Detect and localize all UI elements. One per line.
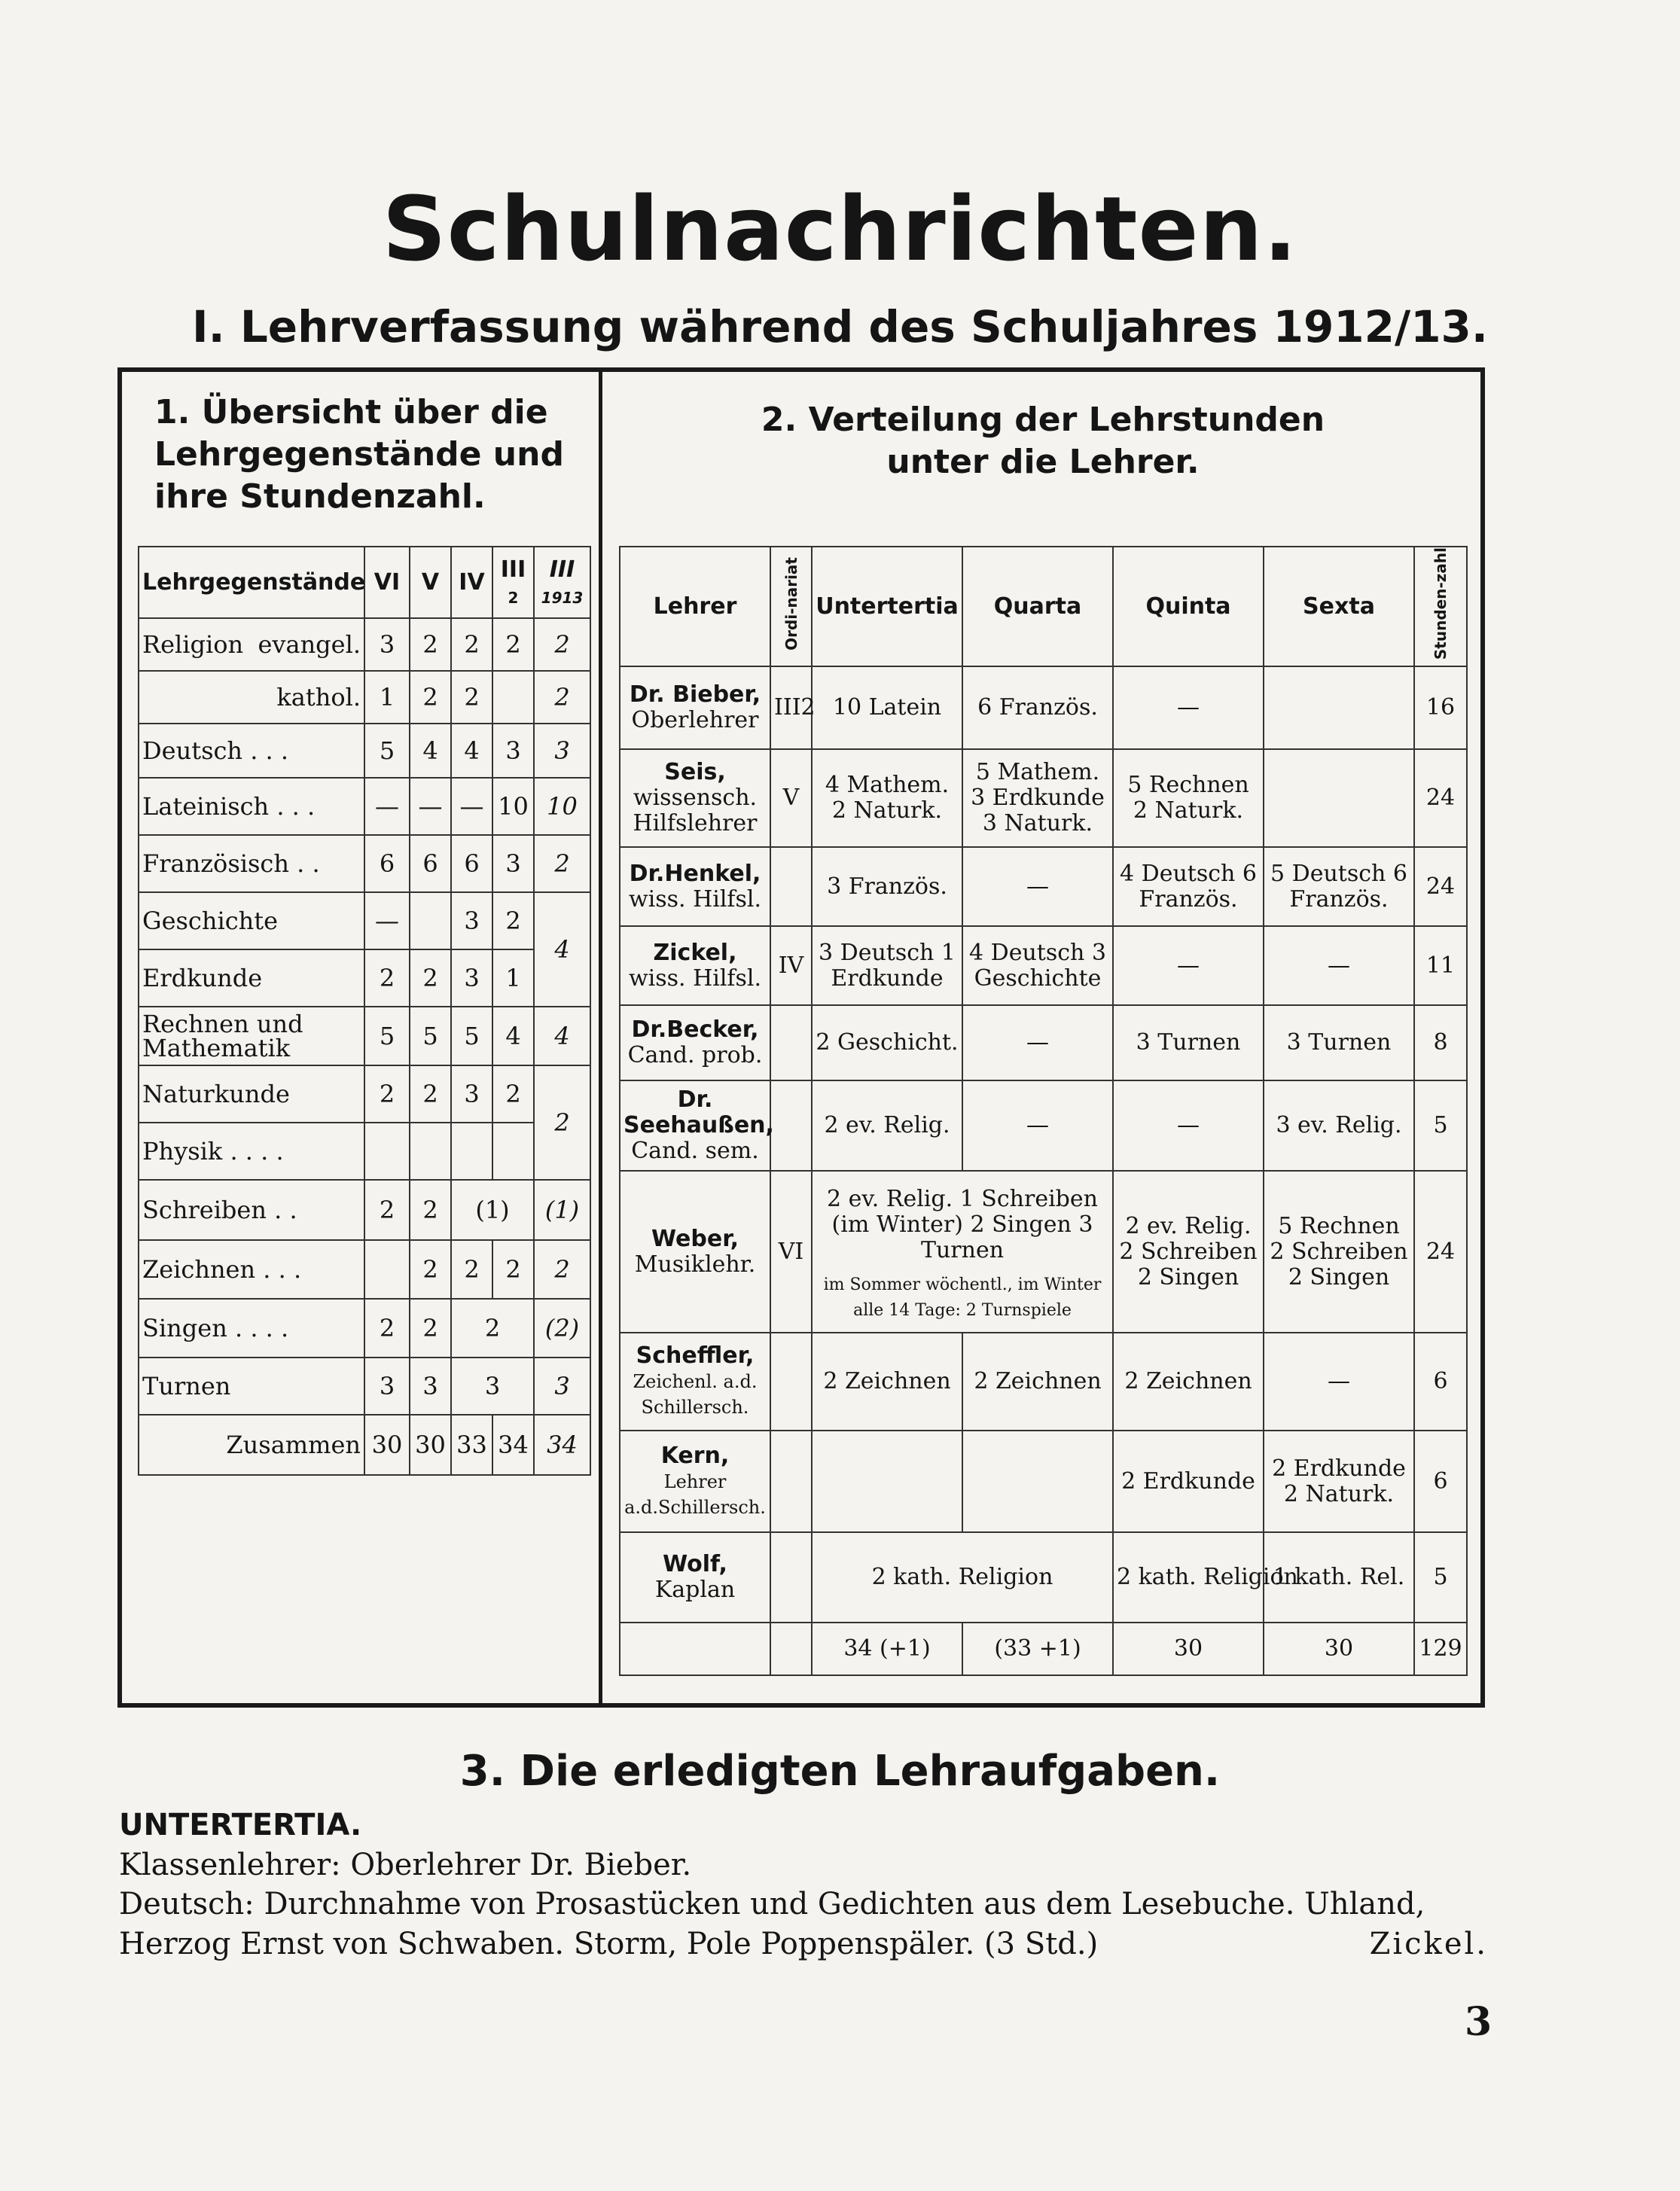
value-cell: 2 [410,949,451,1007]
teacher-title: wiss. Hilfsl. [628,885,762,913]
value-cell [410,892,451,949]
lesson-cell: 3 Turnen [1113,1005,1264,1080]
teacher-cell [620,847,770,926]
table-row [139,1240,590,1299]
value-cell: 34 [534,1415,590,1475]
ordinariat-cell [770,1431,812,1532]
value-cell: 2 [492,1240,534,1299]
frame-divider [599,367,602,1708]
subject-label: Singen . . . . [139,1299,364,1358]
lesson-cell: 2 kath. Religion [1113,1532,1264,1623]
lesson-cell: 3 Französ. [812,847,962,926]
teacher-cell [620,1333,770,1431]
lesson-cell: 4 Deutsch 3 Geschichte [962,926,1113,1005]
lesson-cell: 6 Französ. [962,666,1113,749]
teacher-name: Seis, [664,759,726,786]
value-cell: 34 [492,1415,534,1475]
german-line-2 [119,1922,1488,1966]
section1-heading-line: Lehrgegenstände und [154,435,564,474]
value-cell [364,1240,410,1299]
lesson-cell [1264,749,1414,847]
teacher-title: Kaplan [654,1577,736,1604]
subject-label: Geschichte [139,892,364,949]
value-cell: 30 [364,1415,410,1475]
value-cell: 2 [410,671,451,724]
teacher-title: Cand. sem. [631,1138,759,1165]
value-cell: — [364,778,410,835]
table-row [620,926,1467,1005]
value-cell: 10 [534,778,590,835]
table-row [139,778,590,835]
col-iii1 [534,547,590,618]
value-cell: 2 [451,1299,534,1358]
lesson-cell: 2 kath. Religion [812,1532,1113,1623]
col-ordinariat-label: Ordi-nariat [782,556,800,651]
value-cell: 4 [534,892,590,1007]
total-cell: (33 +1) [962,1623,1113,1675]
teacher-title: Oberlehrer [631,707,759,734]
value-cell: 4 [534,1007,590,1065]
subject-label: Deutsch . . . [139,724,364,778]
col-iii1-year: 1913 [541,588,584,607]
subject-cell [139,671,364,724]
table-row [620,1333,1467,1431]
value-cell: 2 [364,949,410,1007]
value-cell: 2 [492,618,534,671]
page-title: Schulnachrichten. [382,177,1298,281]
section3-heading: 3. Die erledigten Lehraufgaben. [459,1747,1221,1796]
value-cell: 2 [451,618,492,671]
value-cell: 3 [364,618,410,671]
subject-label: Turnen [139,1358,364,1415]
ordinariat-cell [770,1532,812,1623]
total-cell: 30 [1113,1623,1264,1675]
table-row [139,835,590,892]
teacher-cell [620,1005,770,1080]
teacher-name: Weber, [651,1225,739,1252]
section1-heading-line: ihre Stundenzahl. [154,477,486,516]
lesson-cell: — [962,1080,1113,1171]
teacher-cell [620,926,770,1005]
lesson-cell: 2 Geschicht. [812,1005,962,1080]
lesson-cell: 2 Zeichnen [962,1333,1113,1431]
value-cell: 3 [451,949,492,1007]
subject-label: Religion [142,630,244,659]
subject-label: Physik . . . . [139,1123,364,1180]
value-cell: 6 [451,835,492,892]
value-cell: 2 [492,1065,534,1123]
value-cell: 3 [492,835,534,892]
teacher-name: Kern, [660,1442,730,1469]
lesson-cell [1264,666,1414,749]
lesson-cell: 3 ev. Relig. [1264,1080,1414,1171]
lesson-text: 2 ev. Relig. 1 Schreiben (im Winter) 2 Singen 3 Turnen [827,1186,1098,1264]
col-subject: Lehrgegenstände [139,547,364,618]
lesson-cell: 3 Deutsch 1 Erdkunde [812,926,962,1005]
teachers-table [619,546,1468,1676]
value-cell: 2 [410,1299,451,1358]
col-vi: VI [364,547,410,618]
lesson-cell: — [962,1005,1113,1080]
teacher-title: Musiklehr. [634,1251,756,1278]
value-cell: 2 [410,1180,451,1240]
ordinariat-cell: V [770,749,812,847]
teacher-name: Dr. Bieber, [629,681,761,708]
teacher-title: Lehrer a.d.Schillersch. [624,1470,766,1518]
teacher-title: Cand. prob. [627,1042,763,1069]
col-iii-label: III [500,556,526,583]
col-untertertia: Untertertia [812,547,962,666]
lesson-cell [812,1171,1113,1333]
lesson-cell: 5 Deutsch 6 Französ. [1264,847,1414,926]
page-subtitle: I. Lehrverfassung während des Schuljahres 1912/13. [192,301,1488,352]
lesson-cell: 5 Mathem. 3 Erdkunde 3 Naturk. [962,749,1113,847]
teacher-title: Zeichenl. a.d. Schillersch. [633,1371,758,1419]
teacher-name: Dr.Henkel, [629,860,761,887]
subjects-table [138,546,591,1476]
col-lehrer: Lehrer [620,547,770,666]
value-cell: — [364,892,410,949]
ordinariat-cell [770,847,812,926]
teacher-cell [620,1532,770,1623]
value-cell: 2 [534,618,590,671]
lesson-cell: 2 Erdkunde 2 Naturk. [1264,1431,1414,1532]
section1-heading [154,392,564,518]
section2-heading-line: unter die Lehrer. [886,443,1200,481]
value-cell: 2 [534,1065,590,1180]
table-row [139,1065,590,1123]
col-iii [492,547,534,618]
subject-label: Französisch . . [139,835,364,892]
table-row [139,1358,590,1415]
subject-label: Erdkunde [139,949,364,1007]
value-cell: — [451,778,492,835]
value-cell: 3 [451,892,492,949]
lesson-cell: 1 kath. Rel. [1264,1532,1414,1623]
teacher-name: Wolf, [663,1551,727,1578]
table-row [620,1431,1467,1532]
lesson-cell: 2 Erdkunde [1113,1431,1264,1532]
value-cell: 5 [451,1007,492,1065]
value-cell: 2 [364,1299,410,1358]
hours-cell: 5 [1414,1532,1467,1623]
lesson-cell: — [1264,926,1414,1005]
german-line-1: Deutsch: Durchnahme von Prosastücken und Gedichten aus dem Lesebuche. Uhland, [119,1887,1425,1921]
table-row [620,1171,1467,1333]
class-teacher: Klassenlehrer: Oberlehrer Dr. Bieber. [119,1848,692,1882]
col-quinta: Quinta [1113,547,1264,666]
class-heading: UNTERTERTIA. [119,1808,362,1842]
col-iv: IV [451,547,492,618]
signature: Zickel. [1369,1927,1488,1961]
value-cell [410,1123,451,1180]
summer-note: im Sommer wöchentl., im Winter alle 14 Tage: 2 Turnspiele [823,1275,1102,1321]
lesson-cell: 4 Deutsch 6 Französ. [1113,847,1264,926]
teacher-cell [620,666,770,749]
teacher-cell [620,1171,770,1333]
value-cell: (2) [534,1299,590,1358]
ordinariat-cell: IV [770,926,812,1005]
lesson-cell: — [1113,1080,1264,1171]
value-cell: (1) [534,1180,590,1240]
section1-heading-line: 1. Übersicht über die [154,393,548,431]
table-row-total [620,1623,1467,1675]
teacher-cell [620,1431,770,1532]
value-cell: (1) [451,1180,534,1240]
table-row [139,724,590,778]
hours-cell: 24 [1414,847,1467,926]
hours-cell: 6 [1414,1431,1467,1532]
teacher-name: Dr. Seehaußen, [624,1086,774,1139]
ordinariat-cell [770,1333,812,1431]
table-row [620,847,1467,926]
lesson-cell: — [1113,926,1264,1005]
value-cell: 1 [364,671,410,724]
value-cell: 2 [364,1180,410,1240]
table-row [620,1080,1467,1171]
german-line-2-text: Herzog Ernst von Schwaben. Storm, Pole Poppenspäler. (3 Std.) [119,1927,1099,1961]
col-iii-sub: 2 [508,588,519,607]
value-cell [492,1123,534,1180]
value-cell: 5 [364,724,410,778]
lesson-cell: 2 Zeichnen [1113,1333,1264,1431]
subject-label: Lateinisch . . . [139,778,364,835]
value-cell: 2 [410,618,451,671]
value-cell: 3 [451,1358,534,1415]
value-cell: 4 [451,724,492,778]
value-cell: 3 [534,1358,590,1415]
hours-cell: 5 [1414,1080,1467,1171]
table-row [139,1180,590,1240]
lesson-cell: — [962,847,1113,926]
value-cell: 4 [492,1007,534,1065]
hours-cell: 24 [1414,1171,1467,1333]
table-row [620,749,1467,847]
subject-label: Schreiben . . [139,1180,364,1240]
value-cell: 3 [410,1358,451,1415]
col-v: V [410,547,451,618]
table-row-total [139,1415,590,1475]
value-cell: 2 [451,671,492,724]
lesson-cell: 2 ev. Relig. [812,1080,962,1171]
table-row [620,1005,1467,1080]
table-row [620,666,1467,749]
teacher-cell [620,749,770,847]
value-cell: 2 [364,1065,410,1123]
total-label: Zusammen [139,1415,364,1475]
hours-cell: 6 [1414,1333,1467,1431]
value-cell: 10 [492,778,534,835]
section2-heading-line: 2. Verteilung der Lehrstunden [761,401,1325,439]
lesson-cell: — [1264,1333,1414,1431]
ordinariat-cell [770,1005,812,1080]
value-cell: 3 [534,724,590,778]
subject-label: Naturkunde [139,1065,364,1123]
value-cell: 6 [364,835,410,892]
col-iii1-label: III [549,556,575,583]
value-cell [364,1123,410,1180]
total-cell: 129 [1414,1623,1467,1675]
value-cell [451,1123,492,1180]
empty-cell [620,1623,770,1675]
lesson-cell: — [1113,666,1264,749]
lesson-cell: 5 Rechnen 2 Schreiben 2 Singen [1264,1171,1414,1333]
col-stundenzahl-label: Stunden-zahl [1432,547,1450,660]
value-cell: 5 [410,1007,451,1065]
value-cell: 5 [364,1007,410,1065]
value-cell: 4 [410,724,451,778]
lesson-cell: 2 Zeichnen [812,1333,962,1431]
table-row [139,892,590,949]
page-number: 3 [1465,1999,1492,2045]
hours-cell: 11 [1414,926,1467,1005]
table-row [139,949,590,1007]
section2-heading [602,399,1483,483]
value-cell: 2 [534,835,590,892]
lesson-cell: 10 Latein [812,666,962,749]
value-cell: 1 [492,949,534,1007]
col-stundenzahl [1414,547,1467,666]
value-cell: 3 [492,724,534,778]
teacher-name: Dr.Becker, [631,1016,759,1044]
lesson-cell [962,1431,1113,1532]
col-ordinariat [770,547,812,666]
value-cell: 3 [364,1358,410,1415]
table-row [139,1299,590,1358]
subject-sub: evangel. [258,630,361,659]
subject-label: Zeichnen . . . [139,1240,364,1299]
value-cell: 6 [410,835,451,892]
empty-cell [770,1623,812,1675]
teacher-title: wiss. Hilfsl. [628,964,762,992]
value-cell: — [410,778,451,835]
value-cell: 2 [534,671,590,724]
lesson-cell: 2 ev. Relig. 2 Schreiben 2 Singen [1113,1171,1264,1333]
lesson-cell: 4 Mathem. 2 Naturk. [812,749,962,847]
value-cell: 2 [451,1240,492,1299]
hours-cell: 16 [1414,666,1467,749]
ordinariat-cell: VI [770,1171,812,1333]
hours-cell: 8 [1414,1005,1467,1080]
subject-sub: kathol. [276,683,361,712]
value-cell: 33 [451,1415,492,1475]
value-cell: 30 [410,1415,451,1475]
subject-cell [139,618,364,671]
lesson-cell [812,1431,962,1532]
value-cell [492,671,534,724]
col-sexta: Sexta [1264,547,1414,666]
col-quarta: Quarta [962,547,1113,666]
table-row [139,1123,590,1180]
ordinariat-cell [770,1080,812,1171]
teacher-cell [620,1080,774,1171]
lesson-cell: 5 Rechnen 2 Naturk. [1113,749,1264,847]
total-cell: 34 (+1) [812,1623,962,1675]
ordinariat-cell: III2 [770,666,812,749]
value-cell: 2 [534,1240,590,1299]
table-row [139,618,590,671]
value-cell: 3 [451,1065,492,1123]
teacher-name: Scheffler, [636,1342,755,1370]
teacher-name: Zickel, [653,939,737,966]
value-cell: 2 [492,892,534,949]
teacher-title: wissensch. Hilfslehrer [633,785,758,837]
lesson-cell: 3 Turnen [1264,1005,1414,1080]
total-cell: 30 [1264,1623,1414,1675]
value-cell: 2 [410,1065,451,1123]
value-cell: 2 [410,1240,451,1299]
table-row [139,1007,590,1065]
table-row [139,671,590,724]
subject-label: Rechnen und Mathematik [139,1007,364,1065]
table-row [620,1532,1467,1623]
hours-cell: 24 [1414,749,1467,847]
